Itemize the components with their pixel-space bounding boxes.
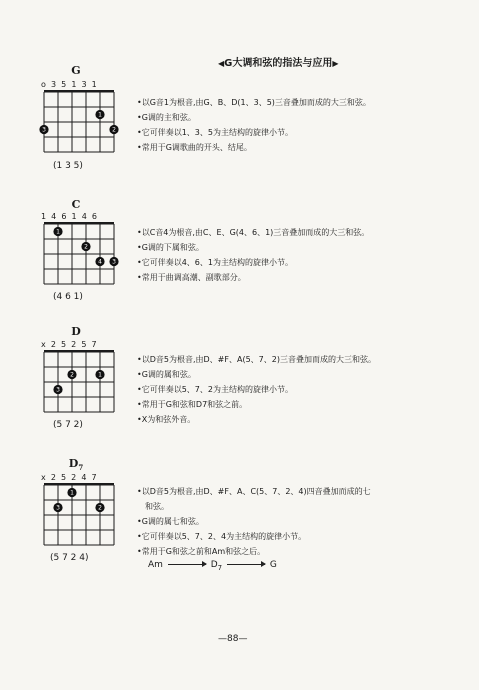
finger-number: 2 <box>112 126 116 134</box>
description-line: •它可伴奏以5、7、2为主结构的旋律小节。 <box>137 385 293 394</box>
chord-diagram-d7 <box>38 481 128 551</box>
description-line: 和弦。 <box>145 502 169 511</box>
description-line: •G调的主和弦。 <box>137 113 196 122</box>
nut-line <box>44 222 114 225</box>
chord-fingering: (1 3 5) <box>53 161 83 171</box>
description-line: •以D音5为根音,由D、#F、A、C(5、7、2、4)四音叠加而成的七 <box>137 487 371 496</box>
chord-progression <box>148 560 277 572</box>
chord-name: D <box>71 325 81 338</box>
progression-end: G <box>269 560 277 570</box>
description-line: •G调的属和弦。 <box>137 370 196 379</box>
arrow-right-icon <box>227 564 265 565</box>
description-line: •X为和弦外音。 <box>137 415 196 424</box>
finger-number: 4 <box>98 258 102 266</box>
nut-line <box>44 350 114 353</box>
string-notes: x 2 5 2 4 7 <box>41 473 97 482</box>
left-triangle-icon: ◀ <box>218 59 225 68</box>
string-notes: o 3 5 1 3 1 <box>41 80 97 89</box>
arrow-right-icon <box>168 564 206 565</box>
description-line: •常用于G和弦之前和Am和弦之后。 <box>137 547 266 556</box>
nut-line <box>44 90 114 93</box>
chord-description <box>137 484 437 559</box>
finger-number: 1 <box>70 489 74 497</box>
chord-name: C <box>71 198 81 211</box>
progression-middle: $D_7$ <box>210 560 223 572</box>
finger-number: 2 <box>70 371 74 379</box>
string-notes: x 2 5 2 5 7 <box>41 340 97 349</box>
description-line: •常用于G和弦和D7和弦之前。 <box>137 400 248 409</box>
finger-number: 3 <box>56 504 60 512</box>
chord-diagram-g <box>38 88 128 158</box>
description-line: •常用于G调歌曲的开头、结尾。 <box>137 143 252 152</box>
chord-diagram-c <box>38 220 128 290</box>
string-notes: 1 4 6 1 4 6 <box>41 212 97 221</box>
chord-fingering: (5 7 2) <box>53 420 83 430</box>
finger-number: 2 <box>84 243 88 251</box>
finger-number: 3 <box>112 258 116 266</box>
finger-number: 3 <box>42 126 46 134</box>
finger-number: 1 <box>56 228 60 236</box>
description-line: •G调的下属和弦。 <box>137 243 204 252</box>
description-line: •它可伴奏以1、3、5为主结构的旋律小节。 <box>137 128 293 137</box>
chord-description <box>137 95 437 155</box>
nut-line <box>44 483 114 486</box>
description-line: •G调的属七和弦。 <box>137 517 204 526</box>
chord-fingering: (5 7 2 4) <box>50 553 89 563</box>
chord-diagram-d <box>38 348 128 418</box>
page-title <box>218 54 378 69</box>
chord-name: $D_7$ <box>68 457 84 473</box>
finger-number: 3 <box>56 386 60 394</box>
description-line: •以C音4为根音,由C、E、G(4、6、1)三音叠加而成的大三和弦。 <box>137 228 370 237</box>
description-line: •以D音5为根音,由D、#F、A(5、7、2)三音叠加而成的大三和弦。 <box>137 355 376 364</box>
description-line: •它可伴奏以4、6、1为主结构的旋律小节。 <box>137 258 293 267</box>
chord-name: G <box>71 64 81 77</box>
finger-number: 1 <box>98 111 102 119</box>
finger-number: 1 <box>98 371 102 379</box>
chord-description <box>137 225 437 285</box>
description-line: •常用于曲调高潮、副歌部分。 <box>137 273 246 282</box>
finger-number: 2 <box>98 504 102 512</box>
page-number: —88— <box>218 634 248 644</box>
chord-fingering: (4 6 1) <box>53 292 83 302</box>
description-line: •以G音1为根音,由G、B、D(1、3、5)三音叠加而成的大三和弦。 <box>137 98 371 107</box>
description-line: •它可伴奏以5、7、2、4为主结构的旋律小节。 <box>137 532 307 541</box>
right-triangle-icon: ▶ <box>332 59 339 68</box>
chord-description <box>137 352 437 427</box>
progression-start: Am <box>148 560 163 570</box>
page-title-text: G大调和弦的指法与应用 <box>224 58 333 69</box>
